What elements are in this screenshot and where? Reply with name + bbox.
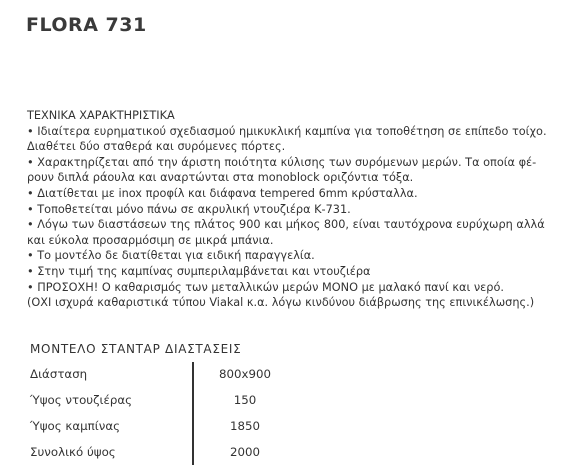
spec-line: • Τοποθετείται μόνο πάνω σε ακρυλική ντουζιέρα Κ-731. — [27, 202, 351, 216]
dimensions-table — [30, 364, 300, 468]
dimension-row — [30, 442, 300, 468]
dimension-label: Ύψος ντουζιέρας — [30, 393, 133, 407]
dimension-row — [30, 416, 300, 442]
spec-line: • Διατίθεται με inox προφίλ και διάφανα tempered 6mm κρύσταλλα. — [27, 186, 418, 200]
dimension-row — [30, 390, 300, 416]
spec-line: • Χαρακτηρίζεται από την άριστη ποιότητα κύλισης των συρόμενων μερών. Τα οποία φέ- — [27, 155, 537, 169]
dimension-value: 150 — [233, 393, 257, 407]
dimension-value: 800x900 — [218, 367, 271, 381]
product-title: FLORA 731 — [26, 14, 147, 36]
specs-heading: ΤΕΧΝΙΚΑ ΧΑΡΑΚΤΗΡΙΣΤΙΚΑ — [27, 109, 175, 122]
spec-line: • ΠΡΟΣΟΧΗ! Ο καθαρισμός των μεταλλικών μερών ΜΟΝΟ με μαλακό πανί και νερό. — [27, 280, 504, 294]
dimension-label: Ύψος καμπίνας — [30, 419, 121, 433]
dimension-value: 1850 — [229, 419, 261, 433]
spec-line: • Ιδιαίτερα ευρηματικού σχεδιασμού ημικυκλική καμπίνα για τοποθέτηση σε επίπεδο τοίχο. — [27, 124, 547, 138]
spec-line: Διαθέτει δύο σταθερά και συρόμενες πόρτες. — [27, 140, 286, 154]
spec-line: ρουν διπλά ράουλα και αναρτώνται στα monoblock οριζόντια τόξα. — [27, 171, 414, 185]
spec-line: (ΟΧΙ ισχυρά καθαριστικά τύπου Viakal κ.α. λόγω κινδύνου διάβρωσης της επινικέλωσης.) — [27, 296, 535, 310]
spec-line: • Στην τιμή της καμπίνας συμπεριλαμβάνεται και ντουζιέρα — [27, 264, 371, 278]
spec-line: • Το μοντέλο δε διατίθεται για ειδική παραγγελία. — [27, 249, 315, 263]
dimension-row — [30, 364, 300, 390]
standard-dimensions-title: ΜΟΝΤΕΛΟ ΣΤΑΝΤΑΡ ΔΙΑΣΤΑΣΕΙΣ — [30, 342, 242, 356]
technical-specs — [27, 108, 572, 311]
dimension-value: 2000 — [229, 445, 261, 459]
dimension-label: Διάσταση — [30, 367, 88, 381]
spec-line: • Λόγω των διαστάσεων της πλάτος 900 και μήκος 800, είναι ταυτόχρονα ευρύχωρη αλλά — [27, 218, 545, 232]
dimension-label: Συνολικό ύψος — [30, 445, 116, 459]
spec-line: και εύκολα προσαρμόσιμη σε μικρά μπάνια. — [27, 233, 274, 247]
